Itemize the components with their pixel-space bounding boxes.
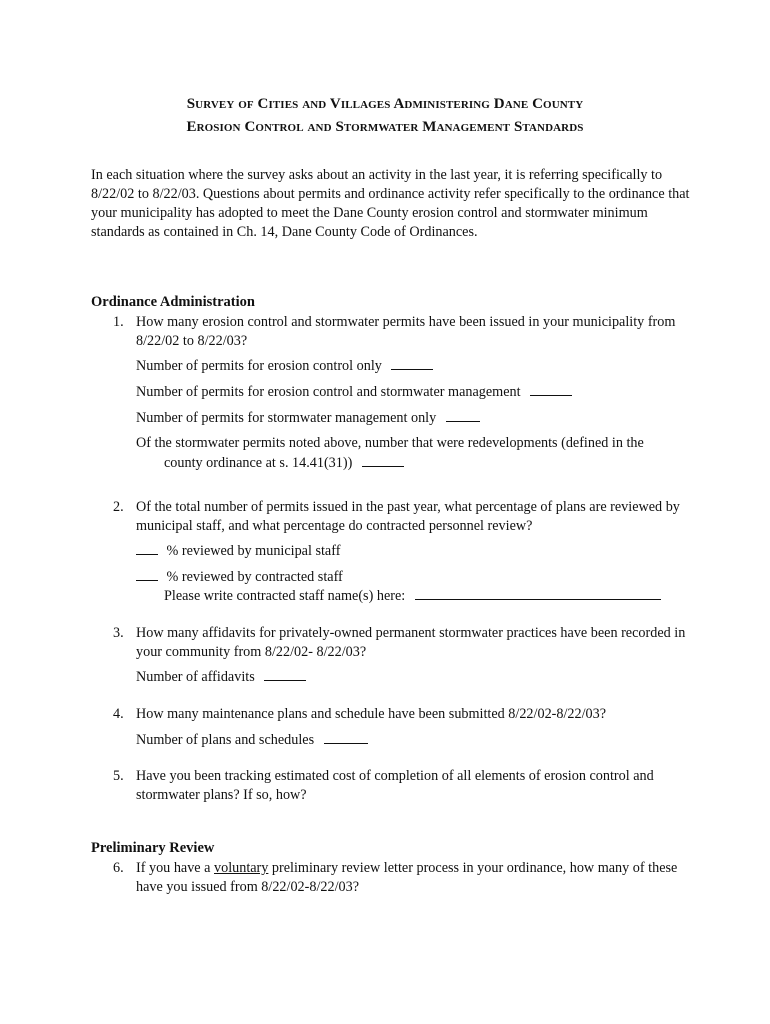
answer-blank[interactable] (136, 542, 158, 555)
question-text-pre: If you have a (136, 860, 211, 876)
question-number: 6. (113, 860, 124, 876)
answer-blank[interactable] (391, 357, 433, 370)
field-label: Number of permits for erosion control only (136, 358, 382, 374)
field-label: Number of permits for erosion control and stormwater management (136, 384, 521, 400)
q1-line-stormwater-only (136, 409, 480, 427)
field-label: % reviewed by municipal staff (166, 543, 341, 559)
question-text (136, 859, 696, 896)
answer-blank[interactable] (136, 568, 158, 581)
section-preliminary-review: Preliminary Review (91, 840, 215, 856)
q1-line-redevelopments (136, 435, 644, 452)
q2-line-contracted (136, 568, 343, 586)
q2-line-contracted-names (164, 587, 661, 605)
intro-paragraph: In each situation where the survey asks about an activity in the last year, it is referring specifically to 8/22/02 to 8/22/03. Questions about permits and ordinance activity refer specifically to the ordinance that your municipality has adopted to meet the Dane County erosion control and stormwater minimum standards as contained in Ch. 14, Dane County Code of Ordinances. (91, 167, 690, 240)
field-label: Of the stormwater permits noted above, number that were redevelopments (defined in the (136, 435, 644, 451)
question-text: How many maintenance plans and schedule have been submitted 8/22/02-8/22/03? (136, 706, 607, 722)
question-number: 4. (113, 706, 124, 722)
title-line-2: Erosion Control and Stormwater Management Standards (186, 119, 584, 135)
question-number: 2. (113, 499, 124, 515)
field-label: county ordinance at s. 14.41(31)) (164, 455, 353, 471)
field-label: Number of affidavits (136, 669, 255, 685)
q1-line-redevelopments-cont (164, 454, 404, 472)
field-label: Number of permits for stormwater management only (136, 410, 437, 426)
question-text-post: preliminary review letter process in your ordinance, how many of these have you issued from 8/22/02-8/22/03? (136, 860, 678, 895)
q2-line-municipal (136, 542, 340, 560)
q1-line-erosion-and-stormwater (136, 383, 572, 401)
question-text: Have you been tracking estimated cost of completion of all elements of erosion control and stormwater plans? If so, how? (136, 768, 654, 803)
field-label: Number of plans and schedules (136, 732, 315, 748)
q1-line-erosion-only (136, 357, 433, 375)
answer-blank[interactable] (264, 668, 306, 681)
answer-blank[interactable] (324, 731, 368, 744)
title-line-1: Survey of Cities and Villages Administering Dane County (186, 96, 584, 112)
answer-blank[interactable] (415, 587, 661, 600)
question-text: Of the total number of permits issued in the past year, what percentage of plans are reviewed by municipal staff, and what percentage do contracted personnel review? (136, 499, 680, 534)
answer-blank[interactable] (530, 383, 572, 396)
field-label: % reviewed by contracted staff (166, 569, 343, 585)
q3-line-affidavits (136, 668, 306, 686)
question-number: 1. (113, 314, 124, 330)
question-text: How many affidavits for privately-owned permanent stormwater practices have been recorded in your community from 8/22/02- 8/22/03? (136, 625, 686, 660)
answer-blank[interactable] (362, 454, 404, 467)
question-number: 3. (113, 625, 124, 641)
field-label: Please write contracted staff name(s) here: (164, 588, 406, 604)
section-ordinance-administration: Ordinance Administration (91, 294, 255, 310)
question-number: 5. (113, 768, 124, 784)
q4-line-plans (136, 731, 368, 749)
question-text: How many erosion control and stormwater permits have been issued in your municipality from 8/22/02 to 8/22/03? (136, 314, 676, 349)
voluntary-underlined: voluntary (214, 860, 269, 876)
answer-blank[interactable] (446, 409, 480, 422)
